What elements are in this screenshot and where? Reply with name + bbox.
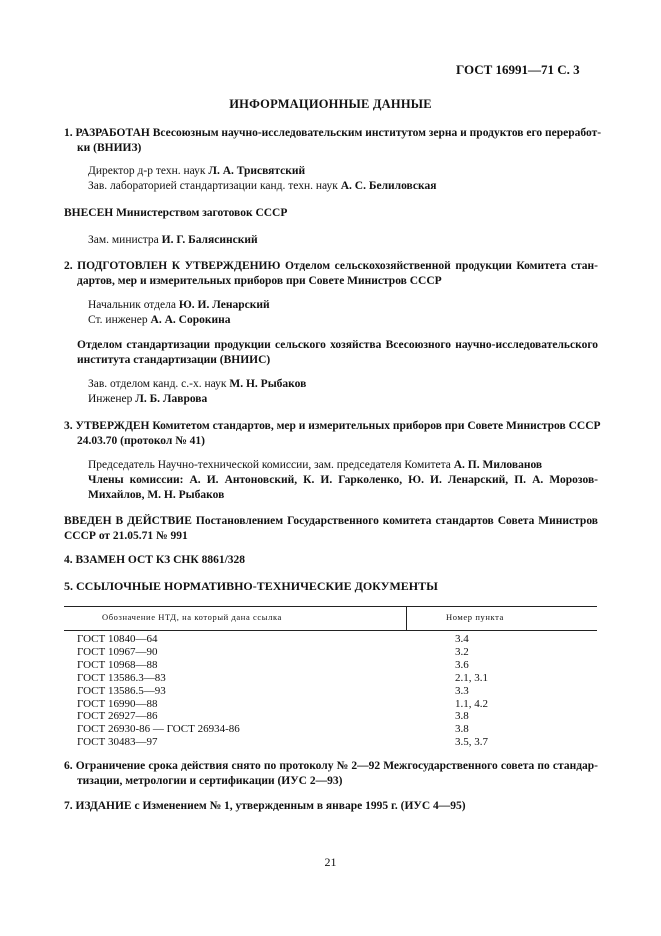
table-top-rule bbox=[64, 606, 597, 607]
table-cell-document: ГОСТ 16990—88 bbox=[77, 697, 158, 710]
table-cell-document: ГОСТ 26930-86 — ГОСТ 26934-86 bbox=[77, 723, 240, 736]
table-cell-clause: 3.3 bbox=[455, 684, 469, 697]
person-role: Директор д-р техн. наук bbox=[88, 165, 206, 177]
page-number: 21 bbox=[324, 855, 337, 869]
person-name: И. Г. Балясинский bbox=[161, 234, 258, 246]
vveden-text bbox=[64, 514, 598, 544]
vveden-line-2: СССР от 21.05.71 № 991 bbox=[64, 530, 188, 542]
section-2-department bbox=[77, 338, 598, 368]
table-cell-document: ГОСТ 26927—86 bbox=[77, 710, 158, 723]
person-name: А. С. Белиловская bbox=[340, 180, 437, 192]
person-name: А. П. Милованов bbox=[453, 459, 543, 471]
section-2-line-2: дартов, мер и измерительных приборов при Совете Министров СССР bbox=[77, 275, 442, 287]
section-5-title: 5. ССЫЛОЧНЫЕ НОРМАТИВНО-ТЕХНИЧЕСКИЕ ДОКУМЕНТЫ bbox=[64, 579, 438, 593]
table-cell-clause: 2.1, 3.1 bbox=[455, 671, 488, 684]
table-column-documents bbox=[77, 633, 240, 749]
section-2-person-3 bbox=[88, 377, 306, 392]
person-role: Инженер bbox=[88, 393, 133, 405]
section-7-text: 7. ИЗДАНИЕ с Изменением № 1, утвержденным в январе 1995 г. (ИУС 4—95) bbox=[64, 800, 466, 812]
table-cell-document: ГОСТ 10967—90 bbox=[77, 645, 158, 658]
person-role: Зав. лабораторией стандартизации канд. техн. наук bbox=[88, 180, 338, 192]
members-line-2: Михайлов, М. Н. Рыбаков bbox=[88, 489, 225, 501]
table-cell-clause: 3.2 bbox=[455, 645, 469, 658]
table-header-rule bbox=[64, 630, 597, 631]
vnesen-text: ВНЕСЕН Министерством заготовок СССР bbox=[64, 207, 288, 219]
table-cell-clause: 3.6 bbox=[455, 658, 469, 671]
table-header-document: Обозначение НТД, на который дана ссылка bbox=[102, 612, 282, 622]
department-line-1: Отделом стандартизации продукции сельского хозяйства Всесоюзного научно-исследовательского bbox=[77, 339, 598, 351]
department-line-2: института стандартизации (ВНИИС) bbox=[77, 354, 271, 366]
table-header-divider bbox=[406, 606, 407, 630]
section-3-chairman bbox=[88, 458, 542, 473]
section-3-line-1: 3. УТВЕРЖДЕН Комитетом стандартов, мер и измерительных приборов при Совете Министров СССР bbox=[64, 420, 601, 432]
section-2-line-1: 2. ПОДГОТОВЛЕН К УТВЕРЖДЕНИЮ Отделом сельскохозяйственной продукции Комитета стан- bbox=[64, 260, 598, 272]
table-header-clause: Номер пункта bbox=[446, 612, 504, 622]
section-2-person-1 bbox=[88, 298, 270, 313]
table-cell-document: ГОСТ 13586.3—83 bbox=[77, 671, 166, 684]
members-line-1: Члены комиссии: А. И. Антоновский, К. И. Гарколенко, Ю. И. Ленарский, П. А. Морозов- bbox=[88, 474, 598, 486]
person-name: Л. Б. Лаврова bbox=[135, 393, 208, 405]
person-name: М. Н. Рыбаков bbox=[229, 378, 307, 390]
person-role: Начальник отдела bbox=[88, 299, 176, 311]
section-2-person-2 bbox=[88, 313, 230, 328]
section-1-text bbox=[64, 126, 602, 156]
person-role: Зав. отделом канд. с.-х. наук bbox=[88, 378, 227, 390]
person-name: А. А. Сорокина bbox=[150, 314, 231, 326]
table-cell-clause: 3.4 bbox=[455, 633, 469, 645]
table-column-clauses bbox=[455, 633, 488, 749]
table-cell-document: ГОСТ 13586.5—93 bbox=[77, 684, 166, 697]
section-1-line-1: 1. РАЗРАБОТАН Всесоюзным научно-исследовательским институтом зерна и продуктов его переработ- bbox=[64, 127, 602, 139]
person-name: Л. А. Трисвятский bbox=[208, 165, 306, 177]
table-cell-document: ГОСТ 10840—64 bbox=[77, 633, 158, 645]
table-cell-clause: 3.8 bbox=[455, 723, 469, 736]
table-cell-clause: 3.5, 3.7 bbox=[455, 736, 488, 749]
section-3-line-2: 24.03.70 (протокол № 41) bbox=[77, 435, 205, 447]
section-3-text bbox=[64, 419, 601, 449]
document-title: ИНФОРМАЦИОННЫЕ ДАННЫЕ bbox=[229, 97, 432, 111]
section-6-line-1: 6. Ограничение срока действия снято по протоколу № 2—92 Межгосударственного совета по стандар- bbox=[64, 760, 598, 772]
section-1-line-2: ки (ВНИИЗ) bbox=[77, 142, 142, 154]
table-cell-document: ГОСТ 10968—88 bbox=[77, 658, 158, 671]
section-2-text bbox=[64, 259, 598, 289]
person-role: Зам. министра bbox=[88, 234, 159, 246]
table-cell-document: ГОСТ 30483—97 bbox=[77, 736, 158, 749]
section-1-person-1 bbox=[88, 164, 305, 179]
section-3-members bbox=[88, 473, 598, 503]
section-6-text bbox=[64, 759, 598, 789]
table-cell-clause: 3.8 bbox=[455, 710, 469, 723]
person-role: Председатель Научно-технической комиссии, зам. председателя Комитета bbox=[88, 459, 451, 471]
vveden-line-1: ВВЕДЕН В ДЕЙСТВИЕ Постановлением Государственного комитета стандартов Совета Министров bbox=[64, 515, 598, 527]
section-1-person-2 bbox=[88, 179, 436, 194]
page-header: ГОСТ 16991—71 С. 3 bbox=[456, 62, 580, 77]
vnesen-person bbox=[88, 233, 258, 248]
section-6-line-2: тизации, метрологии и сертификации (ИУС 2—93) bbox=[77, 775, 343, 787]
person-name: Ю. И. Ленарский bbox=[178, 299, 270, 311]
section-4-text: 4. ВЗАМЕН ОСТ КЗ СНК 8861/328 bbox=[64, 554, 246, 566]
table-cell-clause: 1.1, 4.2 bbox=[455, 697, 488, 710]
section-2-person-4 bbox=[88, 392, 207, 407]
person-role: Ст. инженер bbox=[88, 314, 148, 326]
